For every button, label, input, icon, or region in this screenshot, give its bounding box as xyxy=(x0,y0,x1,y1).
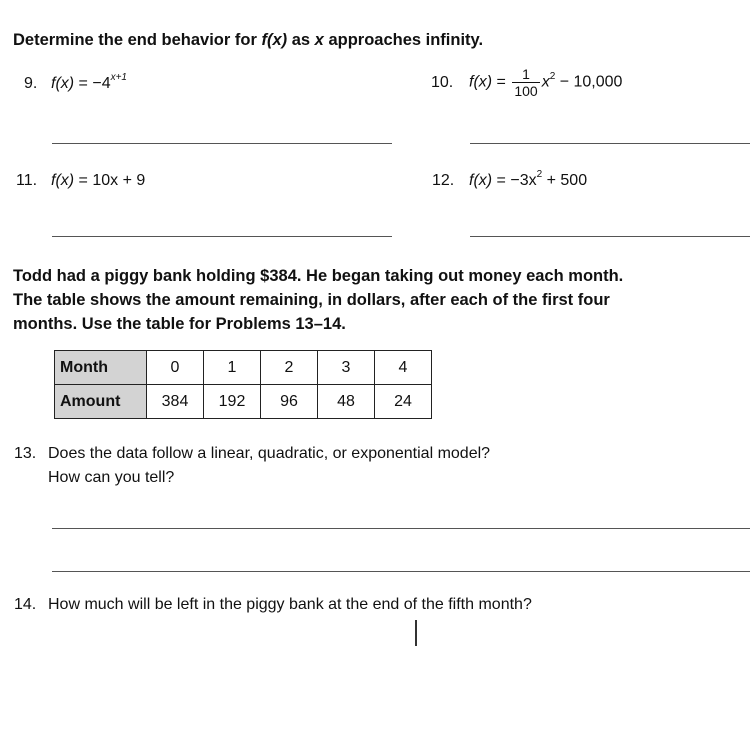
question-text: How much will be left in the piggy bank at the end of the fifth month? xyxy=(48,596,532,613)
section-heading xyxy=(13,31,483,50)
table-cell: 4 xyxy=(375,351,432,385)
answer-line-11 xyxy=(52,236,392,237)
question-number: 13. xyxy=(14,445,37,462)
answer-line-13a xyxy=(52,528,750,529)
data-table xyxy=(54,350,432,419)
answer-line-10 xyxy=(470,143,750,144)
story-paragraph: Todd had a piggy bank holding $384. He began taking out money each month. The table shows the amount remaining, in dollars, after each of the first four months. Use the table for Problems 13–14. xyxy=(13,267,624,333)
heading-suffix: approaches infinity. xyxy=(323,31,484,49)
question-text-line2: How can you tell? xyxy=(48,469,175,486)
table-row-month xyxy=(55,351,432,385)
base: −4 xyxy=(92,75,111,92)
equals-sign: = xyxy=(74,75,93,92)
equals-sign: = xyxy=(74,172,93,189)
fraction xyxy=(512,66,539,99)
answer-line-12 xyxy=(470,236,750,237)
table-cell: 24 xyxy=(375,385,432,419)
equals-sign: = xyxy=(492,73,511,91)
table-cell: 3 xyxy=(318,351,375,385)
heading-x: x xyxy=(314,31,324,49)
text-cursor xyxy=(415,620,417,646)
table-cell: 192 xyxy=(204,385,261,419)
heading-fx: f(x) xyxy=(261,31,288,49)
table-cell: 0 xyxy=(147,351,204,385)
expression: 10x + 9 xyxy=(92,172,146,189)
problem-10 xyxy=(431,66,622,99)
table-header-month: Month xyxy=(55,351,147,385)
answer-line-9 xyxy=(52,143,392,144)
heading-mid: as xyxy=(287,31,315,49)
answer-line-13b xyxy=(52,571,750,572)
rest-of-expression: − 10,000 xyxy=(555,73,623,91)
exponent: 2 xyxy=(536,169,543,180)
fraction-numerator: 1 xyxy=(512,66,539,83)
function-lhs: f(x) xyxy=(51,75,75,92)
problem-number: 10. xyxy=(431,73,454,91)
table-cell: 2 xyxy=(261,351,318,385)
rest-of-expression: + 500 xyxy=(542,172,588,189)
function-lhs: f(x) xyxy=(469,172,493,189)
question-number: 14. xyxy=(14,596,37,613)
problem-number: 12. xyxy=(432,172,455,189)
question-14 xyxy=(14,593,532,617)
equals-sign: = xyxy=(492,172,511,189)
table-cell: 1 xyxy=(204,351,261,385)
table-cell: 96 xyxy=(261,385,318,419)
table-header-amount: Amount xyxy=(55,385,147,419)
question-13 xyxy=(14,442,490,490)
fraction-denominator: 100 xyxy=(514,83,538,99)
heading-prefix: Determine the end behavior for xyxy=(13,31,262,49)
exponent: x+1 xyxy=(110,72,127,83)
problem-11 xyxy=(16,172,145,190)
exponent: 2 xyxy=(549,70,556,82)
function-lhs: f(x) xyxy=(469,73,493,91)
problem-12 xyxy=(432,169,588,190)
coefficient-term: −3x xyxy=(510,172,537,189)
table-cell: 48 xyxy=(318,385,375,419)
question-text-line1: Does the data follow a linear, quadratic, or exponential model? xyxy=(48,445,491,462)
problem-number: 9. xyxy=(24,75,38,92)
function-lhs: f(x) xyxy=(51,172,75,189)
variable: x xyxy=(541,73,550,91)
table-cell: 384 xyxy=(147,385,204,419)
problem-number: 11. xyxy=(16,172,38,189)
problem-9 xyxy=(24,72,127,93)
table-row-amount xyxy=(55,385,432,419)
